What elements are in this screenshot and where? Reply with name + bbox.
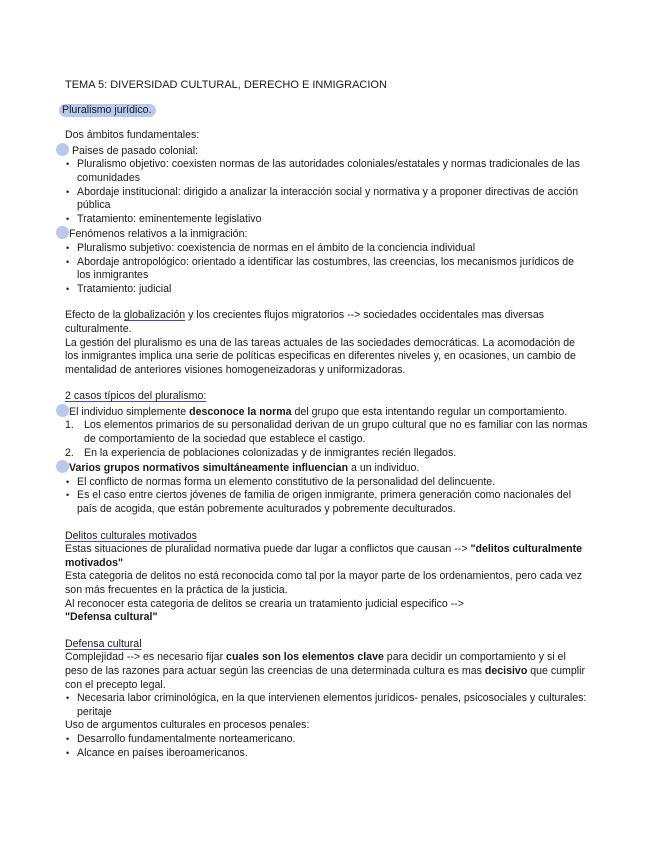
defensa-paragraph-2: Uso de argumentos culturales en procesos penales:: [65, 719, 310, 732]
delitos-paragraph-2: Esta categoria de delitos no está reconocida como tal por la mayor parte de los ordenamientos, pero cada vez son más frecuentes en la práctica de la justicia.: [65, 570, 583, 596]
case2: Varios grupos normativos simultáneamente influencian a un individuo.: [65, 460, 588, 476]
list-item: • Necesaria labor criminológica, en la que intervienen elementos jurídicos- penales, psicosociales y culturales: peritaje: [65, 692, 588, 719]
list-item: • Es el caso entre ciertos jóvenes de familia de origen inmigrante, primera generación como nacionales del país de acogida, que están pobremente aculturados y pobremente deculturados.: [65, 489, 588, 516]
list-item: • Alcance en países iberoamericanos.: [65, 747, 588, 761]
numbered-item: 1. Los elementos primarios de su personalidad derivan de un grupo cultural que no es familiar con las normas de comportamiento de la sociedad que establece el castigo.: [65, 419, 588, 446]
group1-label: [65, 143, 588, 159]
group1-label-text: Paises de pasado colonial:: [71, 144, 198, 157]
section-defensa-heading: Defensa cultural: [65, 637, 142, 650]
numbered-item: 2. En la experiencia de poblaciones colonizadas y de inmigrantes recién llegados.: [65, 446, 457, 459]
delitos-paragraph-3: Al reconocer esta categoria de delitos se crearia un tratamiento judicial especifico -->: [65, 597, 464, 610]
document-title: TEMA 5: DIVERSIDAD CULTURAL, DERECHO E INMIGRACION: [65, 79, 387, 91]
defensa-paragraph-1: Complejidad --> es necesario fijar cuales son los elementos clave para decidir un comportamiento y si el peso de las razones para actuar según las creencias de una determinada cultura es mas decisivo que cumplir con el precepto legal.: [65, 651, 585, 691]
list-item: • Pluralismo subjetivo: coexistencia de normas en el ámbito de la conciencia individual: [65, 242, 588, 256]
paragraph-globalizacion: Efecto de la globalización y los crecientes flujos migratorios --> sociedades occidentales mas diversas culturalmente.: [65, 309, 545, 335]
highlight-dot-icon: [56, 460, 69, 473]
highlight-dot-icon: [56, 404, 69, 417]
list-item: • Abordaje antropológico: orientado a identificar las costumbres, las creencias, los mecanismos jurídicos de los inmigrantes: [65, 256, 588, 283]
group2-label-text: Fenómenos relativos a la inmigración:: [69, 228, 248, 241]
delitos-paragraph-1: Estas situaciones de pluralidad normativa puede dar lugar a conflictos que causan --> "delitos culturalmente motivados": [65, 543, 583, 569]
highlighted-heading: Pluralismo jurídico.: [59, 104, 156, 118]
highlight-dot-icon: [56, 143, 69, 156]
group2-label: [65, 226, 588, 242]
section-delitos-heading: Delitos culturales motivados: [65, 529, 197, 542]
list-item: • Pluralismo objetivo: coexisten normas de las autoridades coloniales/estatales y normas tradicionales de las comunidades: [65, 158, 588, 185]
highlight-dot-icon: [56, 226, 69, 239]
section-intro: Dos ámbitos fundamentales:: [65, 129, 200, 142]
list-item: • Tratamiento: eminentemente legislativo: [65, 213, 588, 227]
list-item: • Tratamiento: judicial: [65, 283, 588, 297]
section-casos-heading: 2 casos típicos del pluralismo:: [65, 390, 207, 403]
globalizacion-link: globalización: [123, 309, 186, 322]
list-item: • Desarrollo fundamentalmente norteamericano.: [65, 733, 588, 747]
case1: El individuo simplemente desconoce la norma del grupo que esta intentando regular un comportamiento.: [65, 404, 588, 420]
list-item: • El conflicto de normas forma un elemento constitutivo de la personalidad del delincuente.: [65, 476, 588, 490]
defensa-cultural-bold: "Defensa cultural": [65, 611, 158, 624]
section-pluralismo-heading: [62, 103, 588, 118]
paragraph-gestion: La gestión del pluralismo es una de las tareas actuales de las sociedades democráticas. La acomodación de los inmigrantes implica una serie de políticas especificas en diferentes niveles y, en ocasiones, un cambio de mentalidad de anteriores visiones homogeneizadoras y uniformizadoras.: [65, 336, 576, 376]
list-item: • Abordaje institucional: dirigido a analizar la interacción social y normativa y a proponer directivas de acción pública: [65, 186, 588, 213]
